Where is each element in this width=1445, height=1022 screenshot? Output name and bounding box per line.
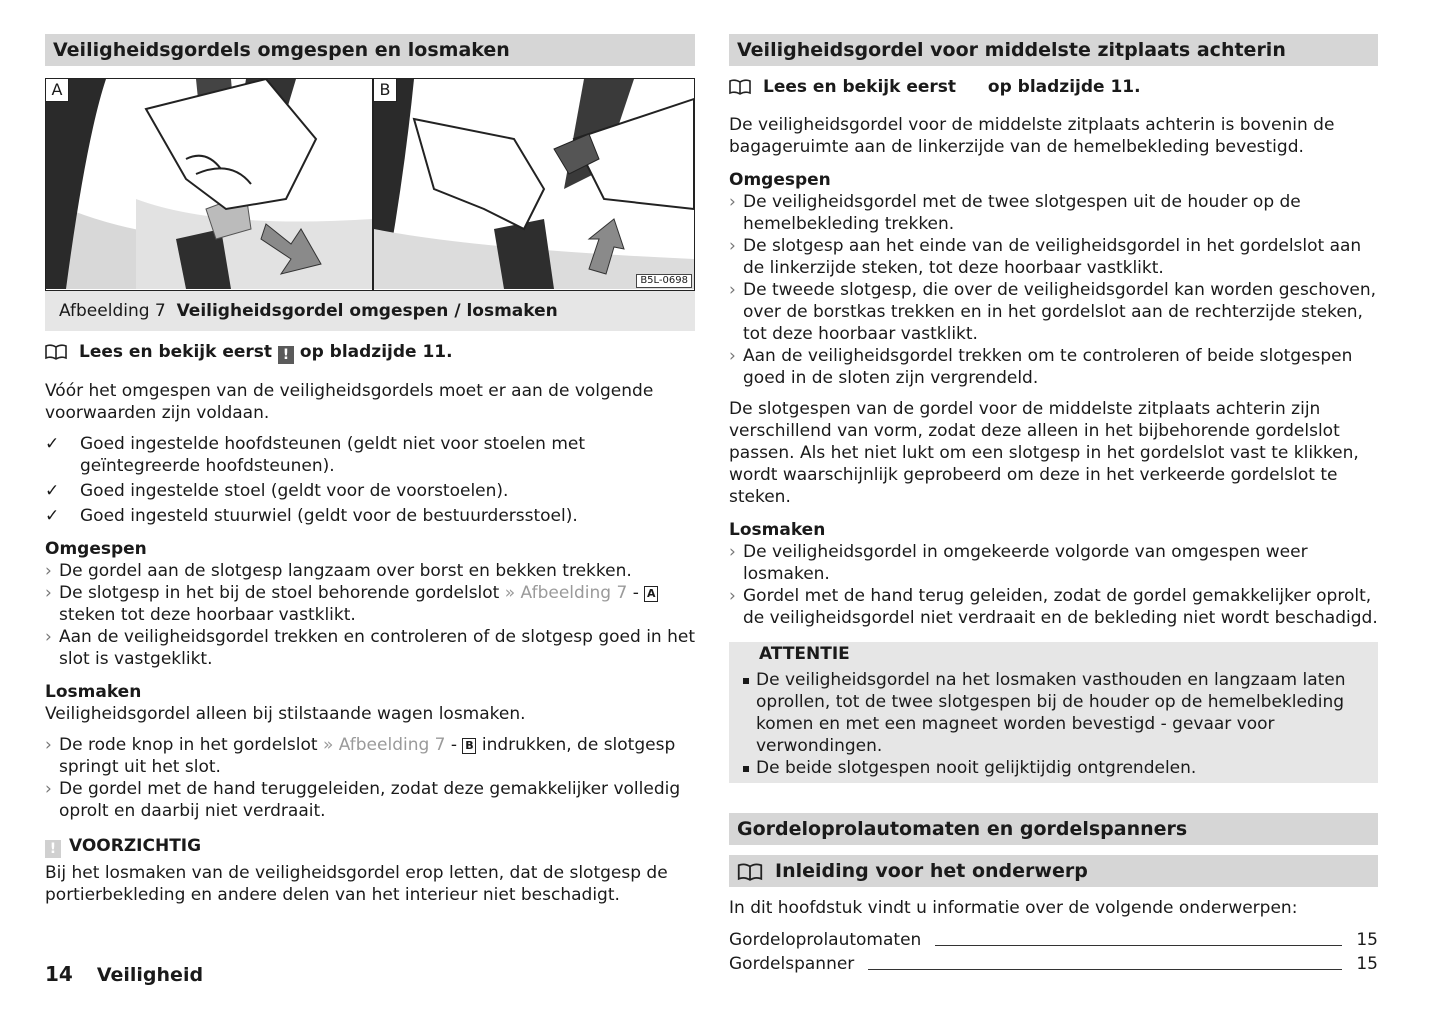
checkmark-icon: ✓ bbox=[45, 434, 60, 454]
chevron-right-icon: › bbox=[729, 236, 736, 256]
page-number: 14 bbox=[45, 962, 73, 986]
seatbelt-buckle-illustration bbox=[46, 79, 372, 289]
step-item: › De gordel met de hand teruggeleiden, zodat deze gemakkelijker volledig oprolt en daarbij niet verdraait. bbox=[45, 779, 681, 821]
bullet-icon bbox=[743, 766, 749, 772]
check-item: ✓ Goed ingestelde stoel (geldt voor de voorstoelen). bbox=[45, 481, 509, 501]
caption-title: Veiligheidsgordel omgespen / losmaken bbox=[176, 301, 558, 321]
seatbelt-release-illustration bbox=[374, 79, 694, 289]
figure-reference-link[interactable]: » Afbeelding 7 bbox=[322, 735, 446, 755]
book-icon bbox=[45, 344, 67, 360]
attention-item: De veiligheidsgordel na het losmaken vasthouden en langzaam laten oprollen, tot de twee slotgespen bij de houder op de hemelbekleding komen en met een magneet worden bevestigd - gevaar voor verwondingen. bbox=[743, 669, 1368, 757]
figure-seatbelt bbox=[45, 78, 695, 291]
check-item: ✓ Goed ingestelde hoofdsteunen (geldt niet voor stoelen met geïntegreerde hoofdsteunen). bbox=[45, 434, 586, 476]
chevron-right-icon: › bbox=[729, 280, 736, 300]
chevron-right-icon: › bbox=[729, 192, 736, 212]
checkmark-icon: ✓ bbox=[45, 481, 60, 501]
check-item: ✓ Goed ingesteld stuurwiel (geldt voor de bestuurdersstoel). bbox=[45, 506, 578, 526]
toc-entry[interactable] bbox=[729, 951, 1378, 975]
subheading-losmaken: Losmaken bbox=[729, 520, 826, 540]
right-column bbox=[729, 34, 1378, 975]
attention-title: ATTENTIE bbox=[759, 644, 850, 664]
left-column bbox=[45, 34, 695, 906]
toc-page: 15 bbox=[1356, 954, 1378, 974]
chevron-right-icon: › bbox=[45, 583, 52, 603]
step-item: › De tweede slotgesp, die over de veiligheidsgordel kan worden geschoven, over de borstkas trekken en in het gordelslot aan de rechterzijde steken, tot deze hoorbaar vastklikt. bbox=[729, 280, 1377, 344]
read-first-page: op bladzijde 11. bbox=[299, 342, 453, 362]
figure-code: B5L-0698 bbox=[636, 274, 692, 288]
toc-leader bbox=[935, 945, 1342, 946]
page-footer bbox=[45, 962, 203, 986]
read-first-note bbox=[45, 341, 695, 364]
step-item: › De slotgesp aan het einde van de veiligheidsgordel in het gordelslot aan de linkerzijde steken, tot deze hoorbaar vastklikt. bbox=[729, 236, 1362, 278]
panel-label-a: A bbox=[46, 79, 69, 102]
intro-text: Vóór het omgespen van de veiligheidsgordels moet er aan de volgende voorwaarden zijn voldaan. bbox=[45, 381, 654, 423]
bullet-icon bbox=[743, 678, 749, 684]
read-first-text: Lees en bekijk eerst bbox=[79, 342, 273, 362]
attention-box bbox=[729, 642, 1378, 783]
book-icon bbox=[737, 863, 763, 881]
subheading-omgespen: Omgespen bbox=[729, 170, 831, 190]
figure-caption bbox=[45, 291, 695, 331]
checkmark-icon: ✓ bbox=[45, 506, 60, 526]
chevron-right-icon: › bbox=[729, 586, 736, 606]
section-heading: Veiligheidsgordel voor middelste zitplaats achterin bbox=[729, 34, 1378, 66]
note-text: De slotgespen van de gordel voor de middelste zitplaats achterin zijn verschillend van vorm, zodat deze alleen in het bijbehorende gordelslot passen. Als het niet lukt om een slotgesp in het gordelslot vast te klikken, wordt waarschijnlijk geprobeerd om deze in het verkeerde gordelslot te steken. bbox=[729, 399, 1359, 507]
step-item: › De veiligheidsgordel met de twee slotgespen uit de houder op de hemelbekleding trekken. bbox=[729, 192, 1301, 234]
toc-label: Gordeloprolautomaten bbox=[729, 930, 922, 950]
figure-reference-link[interactable]: » Afbeelding 7 bbox=[504, 583, 628, 603]
figure-panel-b bbox=[374, 79, 694, 290]
section-heading-2: Gordeloprolautomaten en gordelspanners bbox=[729, 813, 1378, 845]
read-first-text: Lees en bekijk eerst bbox=[763, 77, 957, 97]
warning-text: Bij het losmaken van de veiligheidsgordel erop letten, dat de slotgesp de portierbekleding en andere delen van het interieur niet beschadigt. bbox=[45, 863, 668, 905]
step-item: › De slotgesp in het bij de stoel behorende gordelslot » Afbeelding 7 - A steken tot deze hoorbaar vastklikt. bbox=[45, 582, 695, 626]
figure-panel-a bbox=[46, 79, 374, 290]
label-box-a: A bbox=[644, 586, 658, 602]
chevron-right-icon: › bbox=[729, 542, 736, 562]
checklist bbox=[45, 433, 695, 527]
panel-label-b: B bbox=[374, 79, 397, 102]
warning-title: ! VOORZICHTIG bbox=[45, 835, 695, 858]
step-item: › Aan de veiligheidsgordel trekken en controleren of de slotgesp goed in het slot is vastgeklikt. bbox=[45, 627, 695, 669]
book-icon bbox=[729, 79, 751, 95]
intro-text: De veiligheidsgordel voor de middelste zitplaats achterin is bovenin de bagageruimte aan de linkerzijde van de hemelbekleding bevestigd. bbox=[729, 115, 1335, 157]
step-item: › Aan de veiligheidsgordel trekken om te controleren of beide slotgespen goed in de sloten zijn vergrendeld. bbox=[729, 346, 1353, 388]
step-item: › De veiligheidsgordel in omgekeerde volgorde van omgespen weer losmaken. bbox=[729, 542, 1308, 584]
footer-section: Veiligheid bbox=[96, 964, 204, 986]
warning-block bbox=[45, 835, 695, 906]
losmaken-intro: Veiligheidsgordel alleen bij stilstaande wagen losmaken. bbox=[45, 704, 526, 724]
warning-icon: ! bbox=[278, 346, 294, 364]
toc-leader bbox=[868, 969, 1342, 970]
step-item: › De rode knop in het gordelslot » Afbeelding 7 - B indrukken, de slotgesp springt uit het slot. bbox=[45, 735, 676, 777]
topics-intro: In dit hoofdstuk vindt u informatie over de volgende onderwerpen: bbox=[729, 898, 1298, 918]
chevron-right-icon: › bbox=[45, 627, 52, 647]
toc-entry[interactable] bbox=[729, 927, 1378, 951]
step-item: › De gordel aan de slotgesp langzaam over borst en bekken trekken. bbox=[45, 561, 632, 581]
chevron-right-icon: › bbox=[729, 346, 736, 366]
caution-icon: ! bbox=[45, 840, 61, 858]
read-first-page: op bladzijde 11. bbox=[987, 77, 1141, 97]
subheading-losmaken: Losmaken bbox=[45, 682, 142, 702]
caption-prefix: Afbeelding 7 bbox=[59, 301, 166, 321]
step-item: › Gordel met de hand terug geleiden, zodat de gordel gemakkelijker oprolt, de veiligheidsgordel niet verdraait en de bekleding niet wordt beschadigd. bbox=[729, 586, 1378, 628]
chevron-right-icon: › bbox=[45, 735, 52, 755]
label-box-b: B bbox=[462, 738, 476, 754]
chevron-right-icon: › bbox=[45, 779, 52, 799]
subheading-omgespen: Omgespen bbox=[45, 539, 147, 559]
section-heading-3: Inleiding voor het onderwerp bbox=[729, 855, 1378, 887]
toc-label: Gordelspanner bbox=[729, 954, 855, 974]
chevron-right-icon: › bbox=[45, 561, 52, 581]
toc-list bbox=[729, 927, 1378, 975]
section-heading: Veiligheidsgordels omgespen en losmaken bbox=[45, 34, 695, 66]
attention-item: De beide slotgespen nooit gelijktijdig ontgrendelen. bbox=[743, 757, 1368, 779]
read-first-note bbox=[729, 76, 1378, 98]
toc-page: 15 bbox=[1356, 930, 1378, 950]
